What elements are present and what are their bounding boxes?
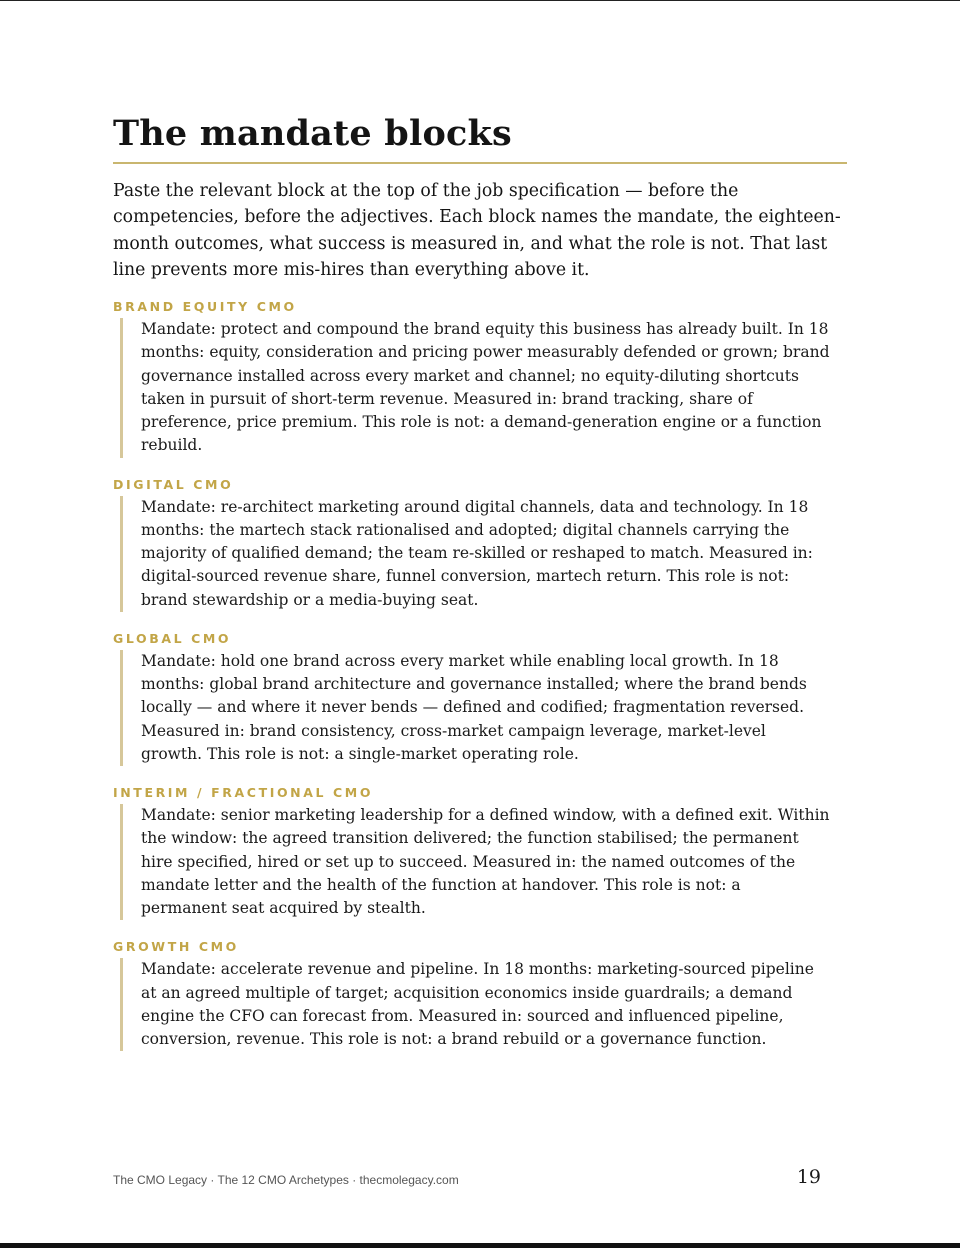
block-label: INTERIM / FRACTIONAL CMO <box>113 785 374 801</box>
page-number: 19 <box>796 1166 821 1188</box>
page-title: The mandate blocks <box>113 113 512 154</box>
bottom-border <box>0 1243 960 1248</box>
mandate-block-digital <box>113 477 847 612</box>
mandate-block-growth <box>113 939 847 1051</box>
block-text: Mandate: accelerate revenue and pipeline. In 18 months: marketing-sourced pipeline at an agreed multiple of target; acquisition economics inside guardrails; a demand engine the CFO can forecast from. Measured in: sourced and influenced pipeline, conversion, revenue. This role is not: a brand rebuild or a governance function. <box>120 958 831 1051</box>
mandate-block-global <box>113 631 847 766</box>
block-label: GLOBAL CMO <box>113 630 232 646</box>
top-border <box>0 0 960 1</box>
page-content <box>113 108 847 1051</box>
block-label: GROWTH CMO <box>113 939 239 955</box>
block-text: Mandate: re-architect marketing around digital channels, data and technology. In 18 months: the martech stack rationalised and adopted; digital channels carrying the majority of qualified demand; the team re-skilled or reshaped to match. Measured in: digital-sourced revenue share, funnel conversion, martech return. This role is not: brand stewardship or a media-buying seat. <box>120 496 831 612</box>
block-label: DIGITAL CMO <box>113 476 234 492</box>
title-divider <box>113 162 847 164</box>
block-text: Mandate: protect and compound the brand equity this business has already built. In 18 months: equity, consideration and pricing power measurably defended or grown; brand governance installed across every market and channel; no equity-diluting shortcuts taken in pursuit of short-term revenue. Measured in: brand tracking, share of preference, price premium. This role is not: a demand-generation engine or a function rebuild. <box>120 318 831 458</box>
mandate-block-interim <box>113 785 847 920</box>
block-text: Mandate: hold one brand across every market while enabling local growth. In 18 months: global brand architecture and governance installed; where the brand bends locally — and where it never bends — defined and codified; fragmentation reversed. Measured in: brand consistency, cross-market campaign leverage, market-level growth. This role is not: a single-market operating role. <box>120 650 831 766</box>
footer-source: The CMO Legacy · The 12 CMO Archetypes · thecmolegacy.com <box>113 1173 459 1187</box>
block-text: Mandate: senior marketing leadership for a defined window, with a defined exit. Within the window: the agreed transition delivered; the function stabilised; the permanent hire specified, hired or set up to succeed. Measured in: the named outcomes of the mandate letter and the health of the function at handover. This role is not: a permanent seat acquired by stealth. <box>120 804 831 920</box>
intro-paragraph: Paste the relevant block at the top of the job specification — before the competencies, before the adjectives. Each block names the mandate, the eighteen-month outcomes, what success is measured in, and what the role is not. That last line prevents more mis-hires than everything above it. <box>113 181 841 280</box>
mandate-block-brand-equity <box>113 299 847 458</box>
block-label: BRAND EQUITY CMO <box>113 299 297 315</box>
